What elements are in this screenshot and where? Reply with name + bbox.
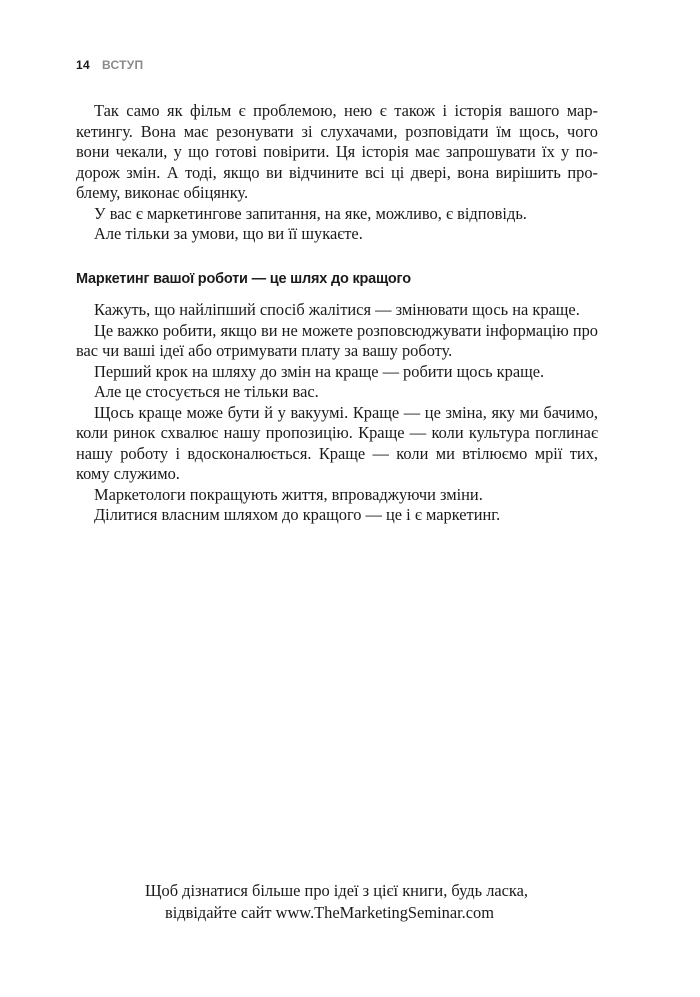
page-number: 14 bbox=[76, 58, 90, 72]
paragraph: Маркетологи покращують життя, впроваджуючи зміни. bbox=[94, 484, 483, 504]
paragraph: У вас є маркетингове запитання, на яке, можливо, є відповідь. bbox=[94, 203, 527, 223]
paragraph: Щось краще може бути й у вакуумі. Краще — це зміна, яку ми бачимо, коли ринок схвалює нашу пропозицію. Краще — коли культура поглинає нашу роботу і вдосконалюється. Краще — коли ми втілюємо мрії тих, кому служимо. bbox=[76, 402, 598, 483]
footer-note-line: відвідайте сайт www.TheMarketingSeminar.com bbox=[165, 903, 494, 922]
intro-text-block bbox=[76, 101, 598, 245]
section-title: ВСТУП bbox=[101, 58, 144, 72]
footer-note-line: Щоб дізнатися більше про ідеї з цієї книги, будь ласка, bbox=[145, 881, 529, 900]
section-heading: Маркетинг вашої роботи — це шлях до кращого bbox=[76, 271, 411, 287]
paragraph: Це важко робити, якщо ви не можете розповсюджувати інформацію про вас чи ваші ідеї або отримувати плату за вашу роботу. bbox=[76, 320, 598, 360]
running-head bbox=[76, 58, 143, 72]
paragraph: Ділитися власним шляхом до кращого — це і є маркетинг. bbox=[94, 505, 501, 524]
paragraph: Кажуть, що найліпший спосіб жалітися — змінювати щось на краще. bbox=[94, 300, 580, 319]
paragraph: Перший крок на шляху до змін на краще — робити щось краще. bbox=[94, 361, 545, 381]
paragraph: Так само як фільм є проблемою, нею є також і історія вашого маркетингу. Вона має резонувати зі слухачами, розповідати їм щось, чого вони чекали, у що готові повірити. Ця історія має запрошувати їх у подорож змін. А тоді, якщо ви відчините всі ці двері, вона вирішить проблему, виконає обіцянку. bbox=[76, 101, 598, 202]
paragraph: Але це стосується не тільки вас. bbox=[94, 382, 319, 401]
paragraph: Але тільки за умови, що ви її шукаєте. bbox=[94, 224, 363, 243]
section-text-block bbox=[76, 300, 598, 526]
